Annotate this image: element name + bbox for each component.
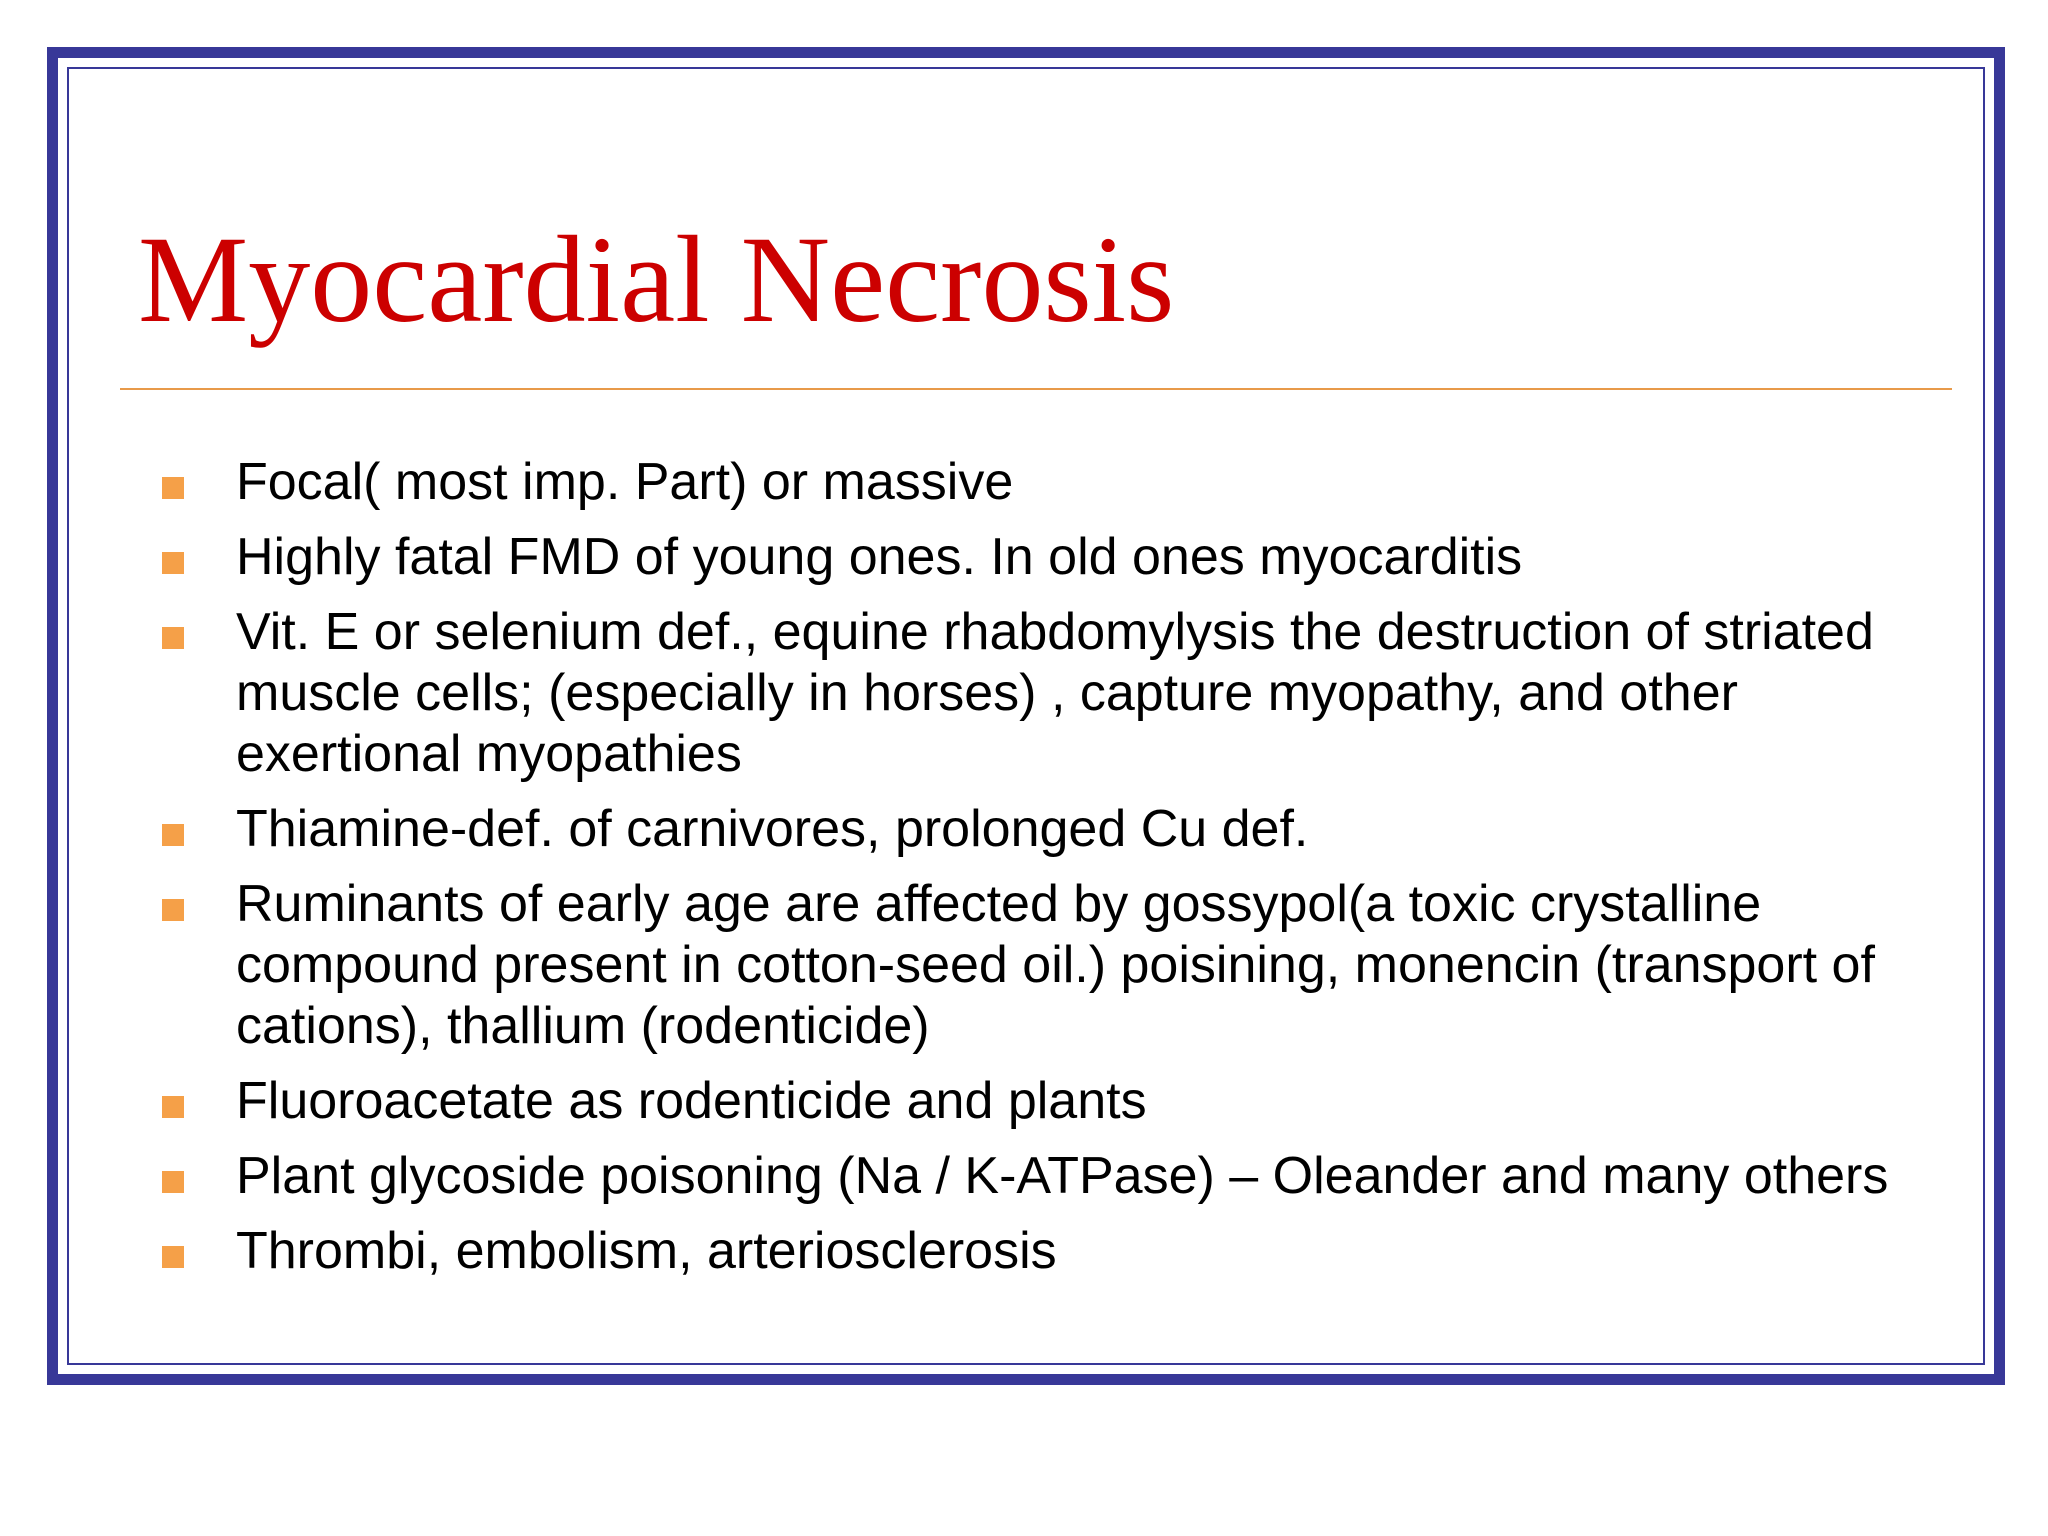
- square-bullet-icon: [162, 627, 184, 649]
- bullet-item: [160, 1071, 1960, 1132]
- square-bullet-icon: [162, 1096, 184, 1118]
- bullet-text: Thiamine-def. of carnivores, prolonged Cu def.: [236, 800, 1309, 858]
- title-divider: [120, 388, 1952, 390]
- square-bullet-icon: [162, 552, 184, 574]
- bullet-item: [160, 602, 1960, 785]
- bullet-item: [160, 799, 1960, 860]
- bullet-text: Vit. E or selenium def., equine rhabdomylysis the destruction of striated muscle cells; (especially in horses) , capture myopathy, and other exertional myopathies: [236, 603, 1874, 783]
- square-bullet-icon: [162, 824, 184, 846]
- square-bullet-icon: [162, 1246, 184, 1268]
- bullet-item: [160, 452, 1960, 513]
- bullet-item: [160, 1146, 1960, 1207]
- bullet-list: [160, 452, 1960, 1296]
- square-bullet-icon: [162, 899, 184, 921]
- bullet-item: [160, 1221, 1960, 1282]
- square-bullet-icon: [162, 477, 184, 499]
- bullet-text: Ruminants of early age are affected by gossypol(a toxic crystalline compound present in cotton-seed oil.) poisining, monencin (transport of cations), thallium (rodenticide): [236, 875, 1875, 1055]
- bullet-text: Thrombi, embolism, arteriosclerosis: [236, 1222, 1057, 1280]
- bullet-text: Highly fatal FMD of young ones. In old ones myocarditis: [236, 528, 1523, 586]
- square-bullet-icon: [162, 1171, 184, 1193]
- bullet-text: Focal( most imp. Part) or massive: [236, 453, 1014, 511]
- bullet-item: [160, 874, 1960, 1057]
- bullet-item: [160, 527, 1960, 588]
- slide-title: Myocardial Necrosis: [138, 211, 1175, 348]
- bullet-text: Plant glycoside poisoning (Na / K-ATPase) – Oleander and many others: [236, 1147, 1889, 1205]
- bullet-text: Fluoroacetate as rodenticide and plants: [236, 1072, 1147, 1130]
